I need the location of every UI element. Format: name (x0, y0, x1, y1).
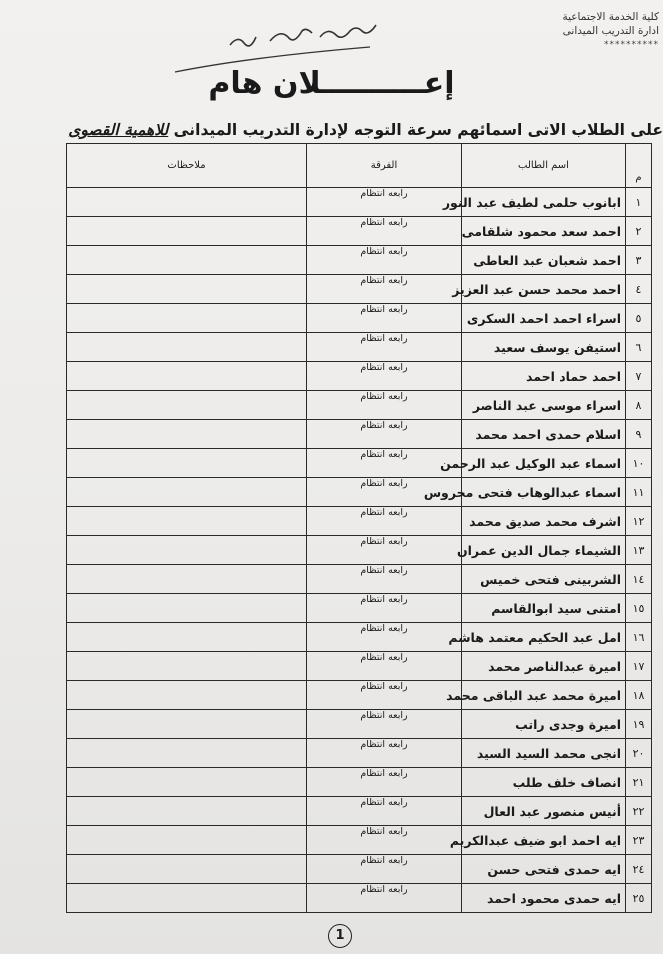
table-row (67, 449, 652, 478)
row-number: ١٣ (626, 536, 652, 565)
faculty-name: كلية الخدمة الاجتماعية (562, 11, 659, 23)
student-year: رابعه انتظام (307, 797, 462, 826)
student-name: اسراء موسى عبد الناصر (462, 391, 626, 420)
student-year: رابعه انتظام (307, 304, 462, 333)
row-notes (67, 681, 307, 710)
student-year: رابعه انتظام (307, 188, 462, 217)
student-name: احمد شعبان عبد العاطى (462, 246, 626, 275)
row-notes (67, 304, 307, 333)
row-notes (67, 884, 307, 913)
row-notes (67, 710, 307, 739)
row-number: ٢٠ (626, 739, 652, 768)
subtitle-emphasis: للاهمية القصوى (68, 121, 169, 139)
row-number: ١٢ (626, 507, 652, 536)
row-number: ١٧ (626, 652, 652, 681)
row-notes (67, 478, 307, 507)
student-year: رابعه انتظام (307, 449, 462, 478)
student-name: اميرة محمد عبد الباقى محمد (462, 681, 626, 710)
student-year: رابعه انتظام (307, 855, 462, 884)
student-name: اسماء عبدالوهاب فتحى محروس (462, 478, 626, 507)
row-number: ٢٢ (626, 797, 652, 826)
student-name: انصاف خلف طلب (462, 768, 626, 797)
row-notes (67, 449, 307, 478)
student-name: ايه حمدى فتحى حسن (462, 855, 626, 884)
table-row (67, 710, 652, 739)
table-row (67, 536, 652, 565)
student-year: رابعه انتظام (307, 275, 462, 304)
student-name: ايه احمد ابو ضيف عبدالكريم (462, 826, 626, 855)
row-number: ٢٣ (626, 826, 652, 855)
student-year: رابعه انتظام (307, 768, 462, 797)
row-number: ٢١ (626, 768, 652, 797)
row-notes (67, 188, 307, 217)
header-year: الفرقة (307, 144, 462, 188)
table-row (67, 623, 652, 652)
student-year: رابعه انتظام (307, 362, 462, 391)
table-row (67, 507, 652, 536)
student-name: اسماء عبد الوكيل عبد الرحمن (462, 449, 626, 478)
table-row (67, 797, 652, 826)
table-row (67, 884, 652, 913)
page-number: 1 (328, 924, 352, 948)
table-row (67, 594, 652, 623)
table-row (67, 855, 652, 884)
row-notes (67, 768, 307, 797)
row-number: ١٤ (626, 565, 652, 594)
row-notes (67, 623, 307, 652)
student-year: رابعه انتظام (307, 420, 462, 449)
table-row (67, 391, 652, 420)
student-name: احمد حماد احمد (462, 362, 626, 391)
row-number: ٢٥ (626, 884, 652, 913)
student-year: رابعه انتظام (307, 826, 462, 855)
student-name: استيفن يوسف سعيد (462, 333, 626, 362)
header-stars: ********** (604, 40, 659, 50)
student-year: رابعه انتظام (307, 710, 462, 739)
student-year: رابعه انتظام (307, 652, 462, 681)
table-row (67, 478, 652, 507)
student-name: انجى محمد السيد السيد (462, 739, 626, 768)
table-row (67, 304, 652, 333)
student-name: الشيماء جمال الدين عمران (462, 536, 626, 565)
table-row (67, 188, 652, 217)
student-year: رابعه انتظام (307, 391, 462, 420)
student-year: رابعه انتظام (307, 217, 462, 246)
row-notes (67, 652, 307, 681)
row-notes (67, 739, 307, 768)
row-number: ٦ (626, 333, 652, 362)
row-notes (67, 855, 307, 884)
table-row (67, 768, 652, 797)
row-notes (67, 594, 307, 623)
row-notes (67, 333, 307, 362)
row-notes (67, 246, 307, 275)
row-notes (67, 797, 307, 826)
student-name: ابانوب حلمى لطيف عبد النور (462, 188, 626, 217)
student-year: رابعه انتظام (307, 681, 462, 710)
student-name: امل عبد الحكيم معتمد هاشم (462, 623, 626, 652)
student-name: احمد محمد حسن عبد العزيز (462, 275, 626, 304)
subtitle-text: على الطلاب الاتى اسمائهم سرعة التوجه لإدارة التدريب الميدانى (173, 121, 663, 139)
table-row (67, 217, 652, 246)
row-notes (67, 565, 307, 594)
student-name: اميرة وجدى راتب (462, 710, 626, 739)
header-notes: ملاحظات (67, 144, 307, 188)
row-number: ١٥ (626, 594, 652, 623)
row-number: ١٦ (626, 623, 652, 652)
institution-header (562, 10, 659, 52)
table-row (67, 826, 652, 855)
student-name: اشرف محمد صديق محمد (462, 507, 626, 536)
header-num: م (626, 144, 652, 188)
row-number: ٩ (626, 420, 652, 449)
table-row (67, 420, 652, 449)
table-row (67, 275, 652, 304)
row-notes (67, 362, 307, 391)
row-number: ١٨ (626, 681, 652, 710)
row-notes (67, 507, 307, 536)
student-name: اميرة عبدالناصر محمد (462, 652, 626, 681)
student-name: الشربينى فتحى خميس (462, 565, 626, 594)
student-name: امتنى سيد ابوالقاسم (462, 594, 626, 623)
student-year: رابعه انتظام (307, 478, 462, 507)
row-notes (67, 275, 307, 304)
row-number: ٨ (626, 391, 652, 420)
table-header-row (67, 144, 652, 188)
row-number: ٤ (626, 275, 652, 304)
row-notes (67, 420, 307, 449)
student-year: رابعه انتظام (307, 507, 462, 536)
announcement-subtitle (0, 121, 663, 139)
student-name: ايه حمدى محمود احمد (462, 884, 626, 913)
row-notes (67, 217, 307, 246)
student-year: رابعه انتظام (307, 594, 462, 623)
department-name: ادارة التدريب الميدانى (562, 25, 659, 37)
announcement-title: إعــــــــــلان هام (208, 66, 455, 101)
row-number: ٣ (626, 246, 652, 275)
student-name: احمد سعد محمود شلقامى (462, 217, 626, 246)
student-year: رابعه انتظام (307, 884, 462, 913)
table-row (67, 246, 652, 275)
table-row (67, 362, 652, 391)
students-table (66, 143, 652, 913)
student-year: رابعه انتظام (307, 623, 462, 652)
student-year: رابعه انتظام (307, 246, 462, 275)
row-number: ٧ (626, 362, 652, 391)
row-number: ١٩ (626, 710, 652, 739)
student-name: أنيس منصور عبد العال (462, 797, 626, 826)
row-number: ٥ (626, 304, 652, 333)
row-notes (67, 536, 307, 565)
student-year: رابعه انتظام (307, 739, 462, 768)
row-number: ١٠ (626, 449, 652, 478)
table-row (67, 739, 652, 768)
student-name: اسراء احمد احمد السكرى (462, 304, 626, 333)
header-name: اسم الطالب (462, 144, 626, 188)
row-number: ١١ (626, 478, 652, 507)
student-name: اسلام حمدى احمد محمد (462, 420, 626, 449)
row-number: ٢ (626, 217, 652, 246)
row-number: ١ (626, 188, 652, 217)
row-number: ٢٤ (626, 855, 652, 884)
table-row (67, 681, 652, 710)
row-notes (67, 826, 307, 855)
table-row (67, 652, 652, 681)
student-year: رابعه انتظام (307, 536, 462, 565)
student-year: رابعه انتظام (307, 565, 462, 594)
table-row (67, 333, 652, 362)
student-year: رابعه انتظام (307, 333, 462, 362)
table-row (67, 565, 652, 594)
row-notes (67, 391, 307, 420)
